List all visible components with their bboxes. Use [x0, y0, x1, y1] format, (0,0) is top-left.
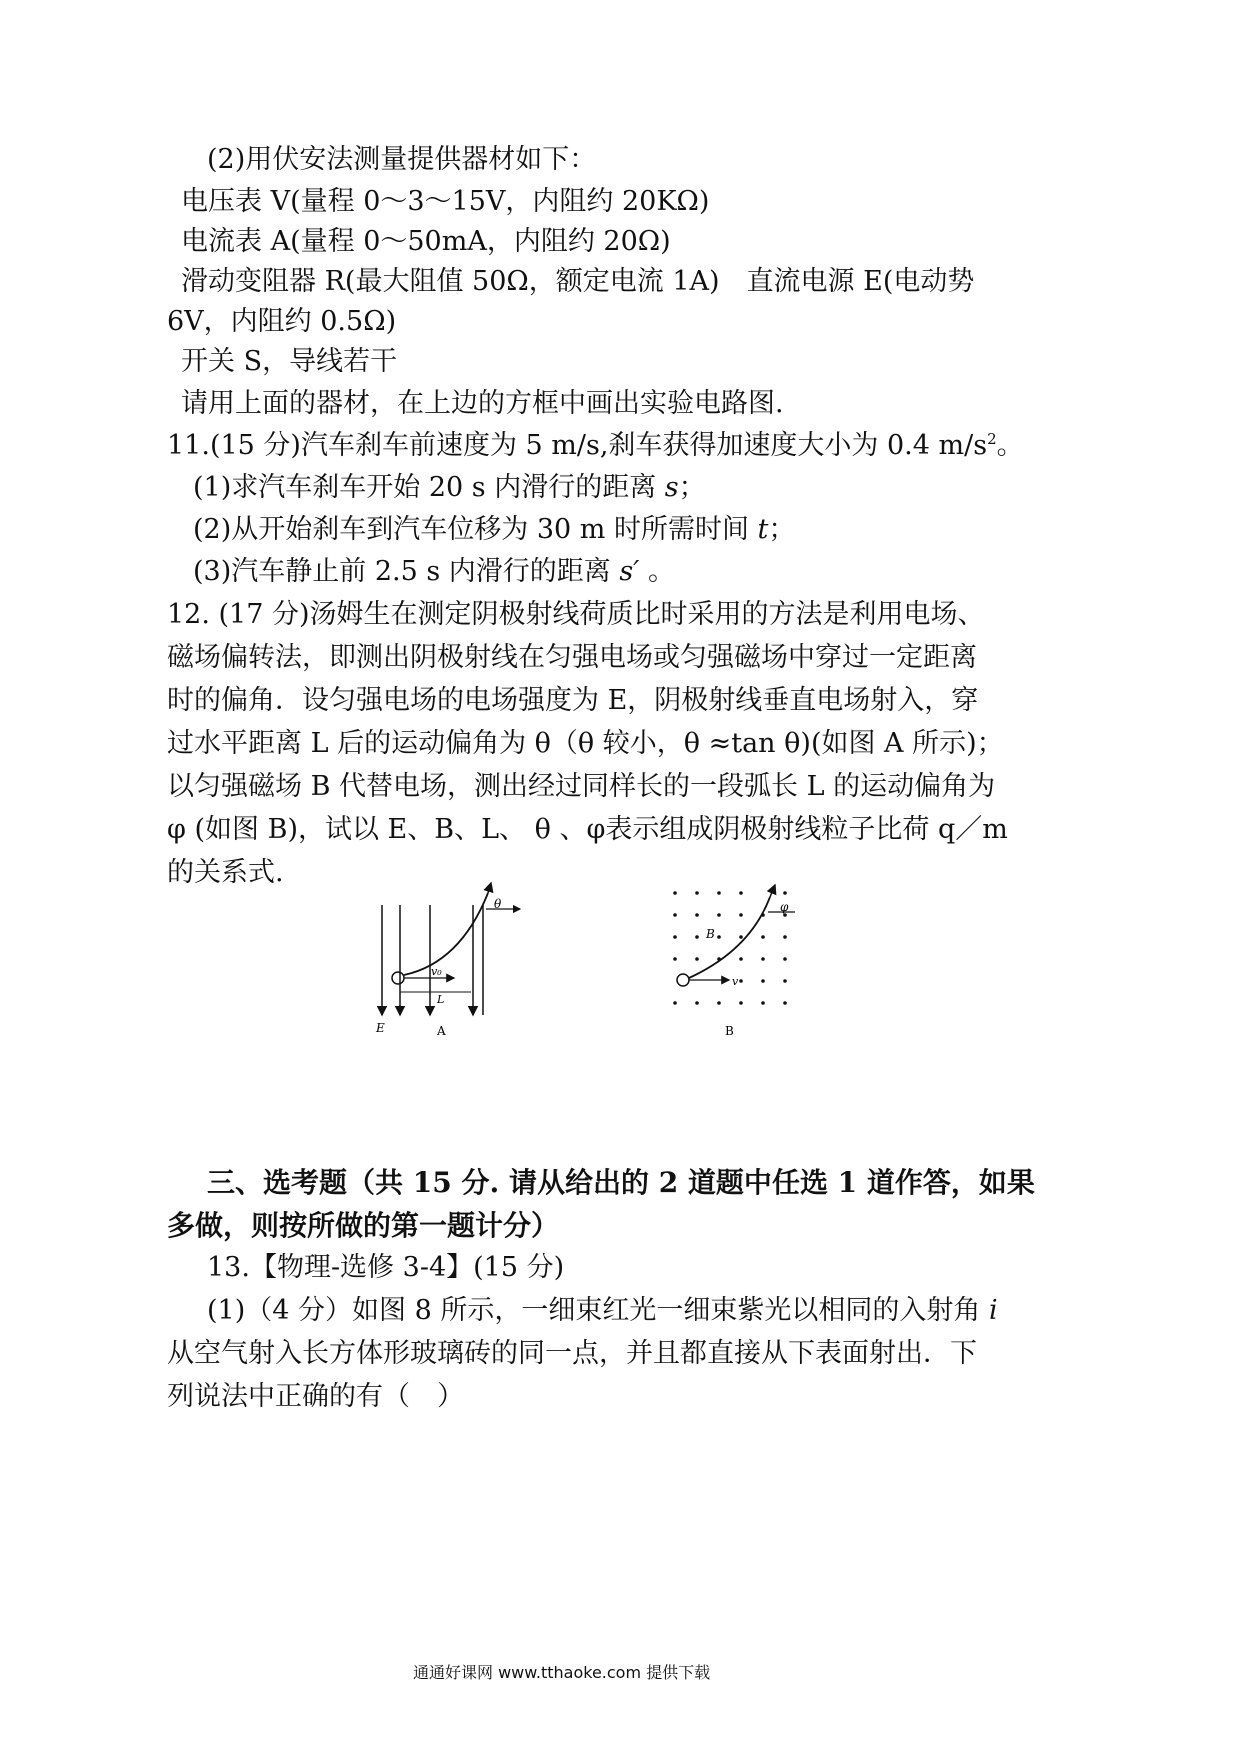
field-dot: [761, 935, 765, 939]
section3-heading-line2: 多做，则按所做的第一题计分）: [167, 1209, 560, 1242]
field-dot: [739, 913, 743, 917]
q11-part3: [193, 554, 675, 590]
q11-part1: [193, 470, 706, 506]
q10-voltmeter: 电压表 V(量程 0～3～15V，内阻约 20KΩ): [181, 186, 710, 217]
angle-label-theta: θ: [494, 897, 502, 911]
field-dot: [761, 979, 765, 983]
field-dot: [673, 957, 677, 961]
q13-line3: 列说法中正确的有（ ）: [167, 1381, 464, 1412]
field-label-B: B: [706, 927, 715, 941]
field-dot: [717, 913, 721, 917]
q13-line2: 从空气射入长方体形玻璃砖的同一点，并且都直接从下表面射出．下: [167, 1338, 977, 1369]
q11-part2-text: (2)从开始刹车到汽车位移为 30 m 时所需时间: [193, 514, 758, 545]
field-dot: [673, 935, 677, 939]
q12-line: φ (如图 B)，试以 E、B、L、 θ 、φ表示组成阴极射线粒子比荷 q／m: [167, 814, 1008, 845]
q11-part2: [193, 512, 795, 548]
particle-source: [392, 972, 404, 984]
q11-part3-end: 。: [639, 556, 675, 587]
q11-stem-sup: 2: [987, 430, 997, 448]
q13-title: 13.【物理-选修 3-4】(15 分): [207, 1252, 565, 1283]
trajectory-arrow: [770, 885, 775, 897]
q11-part3-text: (3)汽车静止前 2.5 s 内滑行的距离: [193, 556, 620, 587]
figure-a-electric-field: [360, 875, 530, 1040]
field-dot: [695, 935, 699, 939]
field-dot: [717, 935, 721, 939]
q11-stem-main: 11.(15 分)汽车刹车前速度为 5 m/s,刹车获得加速度大小为 0.4 m/s: [167, 430, 988, 461]
field-dot: [695, 913, 699, 917]
field-dot: [761, 957, 765, 961]
field-dot: [739, 979, 743, 983]
q10-switch: 开关 S，导线若干: [181, 346, 398, 377]
figure-b-caption: B: [725, 1024, 734, 1038]
field-dot: [739, 891, 743, 895]
field-dot: [783, 1001, 787, 1005]
q12-line: 时的偏角．设匀强电场的电场强度为 E，阴极射线垂直电场射入，穿: [167, 685, 979, 716]
q13-line1-text: (1)（4 分）如图 8 所示，一细束红光一细束紫光以相同的入射角: [207, 1295, 989, 1326]
field-dot: [783, 979, 787, 983]
figure-a-caption: A: [437, 1024, 446, 1038]
field-dot: [673, 891, 677, 895]
q11-stem-end: 。: [996, 430, 1024, 461]
field-dot: [739, 935, 743, 939]
q10-source-cont: 6V，内阻约 0.5Ω): [167, 306, 397, 337]
field-label-E: E: [376, 1021, 385, 1035]
field-dot: [739, 957, 743, 961]
field-dot: [695, 1001, 699, 1005]
field-dot: [695, 891, 699, 895]
q11-part2-var: t: [757, 514, 769, 545]
velocity-label-v0: v₀: [431, 965, 442, 978]
figure-b-magnetic-field: [665, 875, 810, 1040]
q10-rheostat-source: 滑动变阻器 R(最大阻值 50Ω，额定电流 1A) 直流电源 E(电动势: [181, 266, 975, 297]
particle-source: [677, 974, 689, 986]
trajectory-curve: [404, 893, 488, 975]
velocity-label-v: v: [732, 975, 739, 988]
trajectory-arrow: [488, 883, 491, 893]
q12-line: 的关系式.: [167, 857, 284, 888]
q10-part2-intro: (2)用伏安法测量提供器材如下：: [207, 144, 597, 175]
q13-line1-var: i: [988, 1295, 998, 1326]
q13-line1: [207, 1293, 998, 1329]
q12-line: 以匀强磁场 B 代替电场，测出经过同样长的一段弧长 L 的运动偏角为: [167, 771, 996, 802]
q11-part1-text: (1)求汽车刹车开始 20 s 内滑行的距离: [193, 472, 665, 503]
page-footer: 通通好课网 www.tthaoke.com 提供下载: [413, 1663, 711, 1682]
field-dot: [739, 1001, 743, 1005]
field-dot: [783, 891, 787, 895]
section3-heading-line1: 三、选考题（共 15 分. 请从给出的 2 道题中任选 1 道作答，如果: [207, 1166, 1035, 1199]
length-label-L: L: [437, 993, 445, 1006]
trajectory-curve: [689, 897, 770, 978]
q11-part1-var: s: [664, 472, 679, 503]
field-dot: [717, 1001, 721, 1005]
q10-instruction: 请用上面的器材，在上边的方框中画出实验电路图.: [181, 388, 784, 419]
q11-part1-end: ；: [678, 472, 706, 503]
q12-line: 12. (17 分)汤姆生在测定阴极射线荷质比时采用的方法是利用电场、: [167, 599, 985, 630]
q11-part2-end: ；: [768, 514, 796, 545]
field-dot: [783, 957, 787, 961]
q11-part3-var: s′: [619, 556, 640, 587]
field-dot: [673, 913, 677, 917]
q12-line: 过水平距离 L 后的运动偏角为 θ（θ 较小，θ ≈tan θ)(如图 A 所示)；: [167, 728, 1004, 759]
angle-label-phi: φ: [780, 900, 789, 914]
q11-stem: [167, 428, 1024, 464]
field-dots: [673, 891, 787, 1005]
field-dot: [673, 1001, 677, 1005]
q10-ammeter: 电流表 A(量程 0～50mA，内阻约 20Ω): [181, 226, 671, 257]
field-dot: [761, 1001, 765, 1005]
field-dot: [783, 935, 787, 939]
q12-line: 磁场偏转法，即测出阴极射线在匀强电场或匀强磁场中穿过一定距离: [167, 642, 977, 673]
field-dot: [717, 891, 721, 895]
field-dot: [695, 957, 699, 961]
